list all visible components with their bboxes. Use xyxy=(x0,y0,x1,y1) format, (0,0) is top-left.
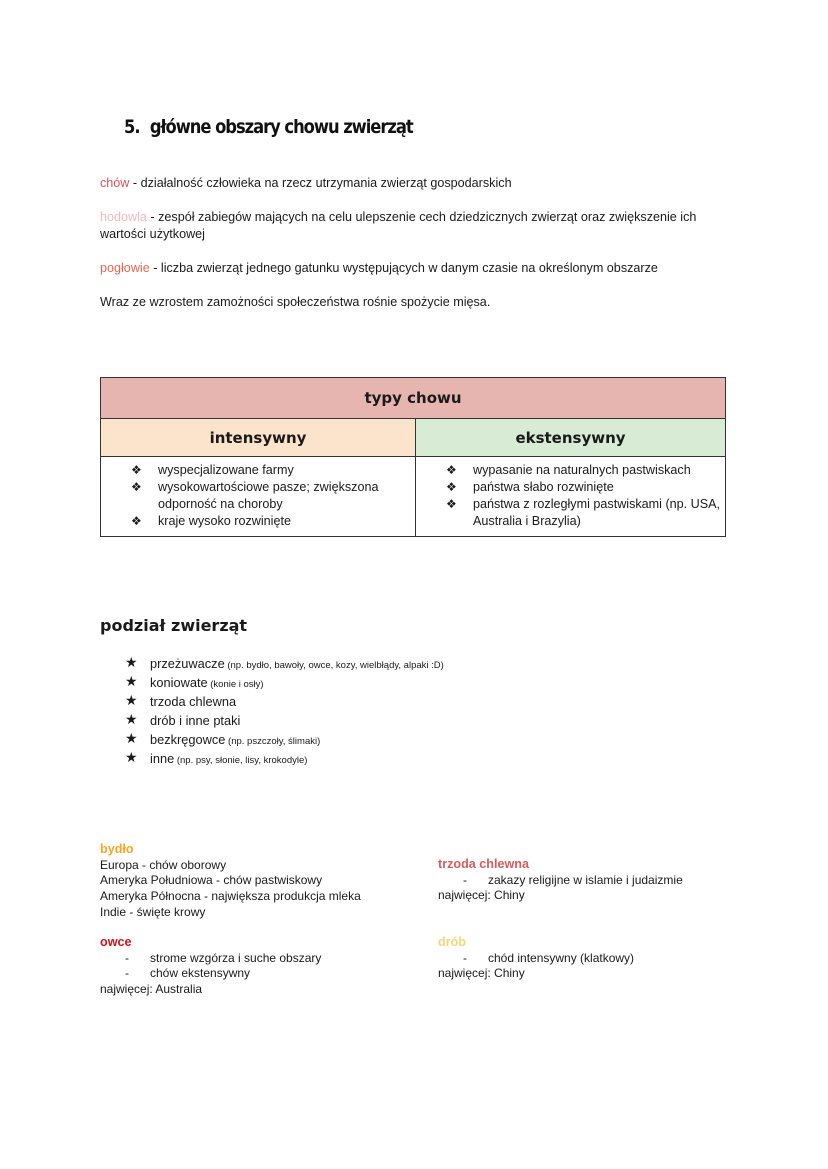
star-icon: ★ xyxy=(125,654,138,670)
trzoda-heading: trzoda chlewna xyxy=(438,857,529,871)
section-number: 5. xyxy=(124,116,140,138)
list-item-text: wypasanie na naturalnych pastwiskach xyxy=(473,463,691,477)
item-name: inne xyxy=(150,751,175,766)
diamond-bullet-icon: ❖ xyxy=(131,480,142,494)
point-text: strome wzgórza i suche obszary xyxy=(150,950,322,965)
section-drob xyxy=(438,935,634,982)
definition-text: - liczba zwierząt jednego gatunku występujących w danym czasie na określonym obszarze xyxy=(149,261,658,275)
drob-point xyxy=(438,951,634,967)
item-name: bezkręgowce xyxy=(150,732,226,747)
column-header-intensive: intensywny xyxy=(101,419,416,457)
definition-chow xyxy=(100,175,720,192)
list-item xyxy=(131,513,415,530)
dash-bullet-icon: - xyxy=(463,872,467,887)
list-item xyxy=(125,712,444,731)
diamond-bullet-icon: ❖ xyxy=(131,514,142,528)
item-name: drób i inne ptaki xyxy=(150,713,241,728)
item-name: koniowate xyxy=(150,675,208,690)
point-text: chód intensywny (klatkowy) xyxy=(488,950,635,965)
list-item-text: państwa z rozległymi pastwiskami (np. USA, Australia i Brazylia) xyxy=(473,497,721,528)
list-item xyxy=(131,462,415,479)
page-title xyxy=(124,116,413,138)
list-item xyxy=(446,462,725,479)
diamond-bullet-icon: ❖ xyxy=(446,463,457,477)
section-trzoda xyxy=(438,857,683,904)
list-item xyxy=(125,731,444,750)
bydlo-line: Ameryka Południowa - chów pastwiskowy xyxy=(100,873,323,888)
note-paragraph: Wraz ze wzrostem zamożności społeczeństwa rośnie spożycie mięsa. xyxy=(100,295,491,309)
star-icon: ★ xyxy=(125,711,138,727)
term-hodowla: hodowla xyxy=(100,210,147,224)
term-poglowie: pogłowie xyxy=(100,261,150,275)
list-item-text: państwa słabo rozwinięte xyxy=(473,480,614,494)
item-detail: (np. pszczoły, ślimaki) xyxy=(225,736,321,747)
definition-text: - zespół zabiegów mających na celu ulepszenie cech dziedzicznych zwierząt oraz zwiększenie ich wartości użytkowej xyxy=(100,210,697,241)
extensive-list-cell xyxy=(416,457,726,537)
list-item xyxy=(125,655,444,674)
star-icon: ★ xyxy=(125,749,138,765)
table-header: typy chowu xyxy=(101,378,726,419)
drob-most: najwięcej: Chiny xyxy=(438,966,525,981)
point-text: chów ekstensywny xyxy=(150,966,251,981)
bydlo-line: Europa - chów oborowy xyxy=(100,857,227,872)
star-icon: ★ xyxy=(125,692,138,708)
definition-hodowla xyxy=(100,209,720,243)
animal-division-list xyxy=(125,655,444,769)
item-detail: (konie i osły) xyxy=(207,679,264,690)
owce-heading: owce xyxy=(100,935,132,949)
list-item xyxy=(125,674,444,693)
bydlo-line: Ameryka Północna - największa produkcja mleka xyxy=(100,889,361,904)
list-item xyxy=(131,479,415,513)
item-detail: (np. bydło, bawoły, owce, kozy, wielbłądy, alpaki :D) xyxy=(224,660,444,671)
owce-most: najwięcej: Australia xyxy=(100,982,203,997)
dash-bullet-icon: - xyxy=(463,950,467,965)
list-item xyxy=(446,496,725,530)
section-owce xyxy=(100,935,321,998)
diamond-bullet-icon: ❖ xyxy=(446,497,457,511)
drob-heading: drób xyxy=(438,935,466,949)
farming-types-table xyxy=(100,377,726,537)
list-item-text: kraje wysoko rozwinięte xyxy=(158,514,291,528)
point-text: zakazy religijne w islamie i judaizmie xyxy=(488,872,683,887)
list-item-text: wysokowartościowe pasze; zwiększona odporność na choroby xyxy=(158,480,379,511)
trzoda-point xyxy=(438,873,683,889)
term-chow: chów xyxy=(100,176,130,190)
trzoda-most: najwięcej: Chiny xyxy=(438,888,525,903)
bydlo-heading: bydło xyxy=(100,842,134,856)
dash-bullet-icon: - xyxy=(125,950,129,965)
item-detail: (np. psy, słonie, lisy, krokodyle) xyxy=(174,755,308,766)
list-item-text: wyspecjalizowane farmy xyxy=(158,463,294,477)
section-title-text: główne obszary chowu zwierząt xyxy=(149,116,413,138)
list-item xyxy=(125,693,444,712)
column-header-extensive: ekstensywny xyxy=(416,419,726,457)
intensive-list-cell xyxy=(101,457,416,537)
bydlo-line: Indie - święte krowy xyxy=(100,904,206,919)
star-icon: ★ xyxy=(125,730,138,746)
division-heading: podział zwierząt xyxy=(100,616,248,635)
diamond-bullet-icon: ❖ xyxy=(131,463,142,477)
item-name: przeżuwacze xyxy=(150,656,225,671)
owce-point xyxy=(100,966,321,982)
definition-text: - działalność człowieka na rzecz utrzymania zwierząt gospodarskich xyxy=(129,176,512,190)
diamond-bullet-icon: ❖ xyxy=(446,480,457,494)
item-name: trzoda chlewna xyxy=(150,694,237,709)
definition-poglowie xyxy=(100,260,720,277)
star-icon: ★ xyxy=(125,673,138,689)
list-item xyxy=(125,750,444,769)
section-bydlo xyxy=(100,842,361,921)
list-item xyxy=(446,479,725,496)
dash-bullet-icon: - xyxy=(125,966,129,981)
owce-point xyxy=(100,951,321,967)
